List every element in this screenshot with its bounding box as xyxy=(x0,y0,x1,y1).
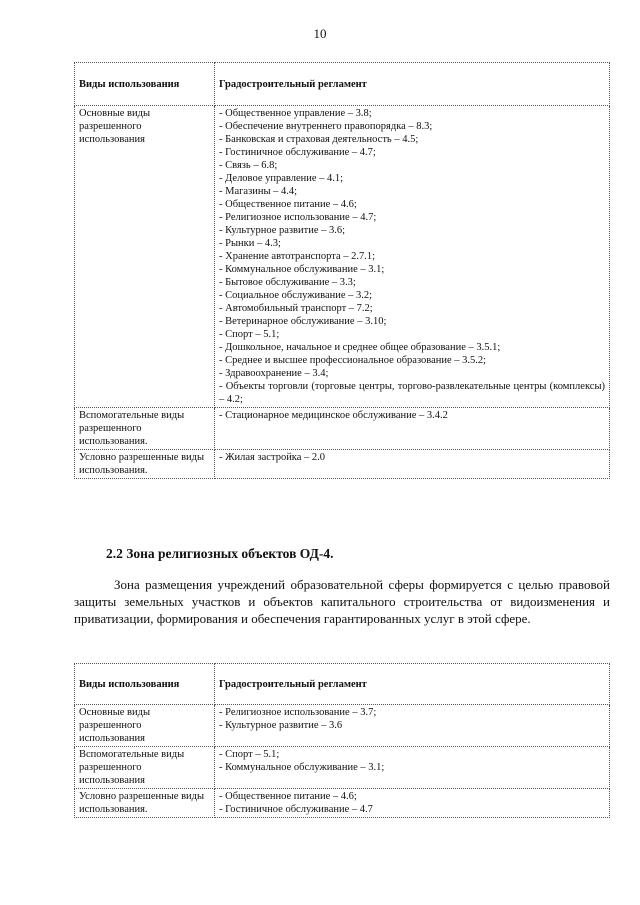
usage-type-cell: Вспомогательные виды разрешенного использования xyxy=(75,747,215,789)
regulation-item: - Спорт – 5.1; xyxy=(219,749,280,760)
table-row xyxy=(75,106,610,408)
section-heading: 2.2 Зона религиозных объектов ОД-4. xyxy=(106,546,334,561)
regulation-item: - Ветеринарное обслуживание – 3.10; xyxy=(219,316,387,327)
regulation-item: - Общественное питание – 4.6; xyxy=(219,199,357,210)
page-number: 10 xyxy=(313,26,327,41)
section-paragraph: Зона размещения учреждений образовательной сферы формируется с целью правовой защиты земельных участков и объектов капитального строительства от видоизменения и приватизации, формирования и обеспечения гарантированных услуг в этой сфере. xyxy=(74,577,610,626)
regulation-item: - Общественное управление – 3.8; xyxy=(219,108,372,119)
regulation-item: - Здравоохранение – 3.4; xyxy=(219,368,329,379)
regulation-table-1 xyxy=(74,62,610,479)
regulation-item: - Деловое управление – 4.1; xyxy=(219,173,344,184)
header-regulation: Градостроительный регламент xyxy=(215,664,610,705)
regulation-item: - Культурное развитие – 3.6 xyxy=(219,720,343,731)
table-row xyxy=(75,705,610,747)
regulation-item: - Автомобильный транспорт – 7.2; xyxy=(219,303,373,314)
usage-type-cell: Основные виды разрешенного использования xyxy=(75,705,215,747)
regulation-table-2 xyxy=(74,663,610,818)
header-usage-types: Виды использования xyxy=(75,664,215,705)
usage-type-cell: Условно разрешенные виды использования. xyxy=(75,450,215,479)
regulation-items-cell xyxy=(215,705,610,747)
regulation-item: - Гостиничное обслуживание – 4.7 xyxy=(219,804,373,815)
regulation-items-cell xyxy=(215,106,610,408)
usage-type-cell: Условно разрешенные виды использования. xyxy=(75,789,215,818)
header-usage-types: Виды использования xyxy=(75,63,215,106)
regulation-item: - Стационарное медицинское обслуживание – 3.4.2 xyxy=(219,410,448,421)
regulation-items-cell xyxy=(215,789,610,818)
regulation-item: - Объекты торговли (торговые центры, торгово-развлекательные центры (комплексы) – 4.2; xyxy=(219,381,605,405)
table-row xyxy=(75,789,610,818)
regulation-item: - Магазины – 4.4; xyxy=(219,186,298,197)
regulation-item: - Спорт – 5.1; xyxy=(219,329,280,340)
regulation-item: - Жилая застройка – 2.0 xyxy=(219,452,326,463)
table-row xyxy=(75,450,610,479)
table-row xyxy=(75,408,610,450)
regulation-item: - Хранение автотранспорта – 2.7.1; xyxy=(219,251,376,262)
regulation-item: - Коммунальное обслуживание – 3.1; xyxy=(219,264,385,275)
regulation-item: - Рынки – 4.3; xyxy=(219,238,281,249)
regulation-item: - Коммунальное обслуживание – 3.1; xyxy=(219,762,385,773)
regulation-item: - Гостиничное обслуживание – 4.7; xyxy=(219,147,376,158)
regulation-item: - Связь – 6.8; xyxy=(219,160,278,171)
regulation-items-cell xyxy=(215,450,610,479)
regulation-item: - Бытовое обслуживание – 3.3; xyxy=(219,277,356,288)
table-header-row xyxy=(75,63,610,106)
regulation-item: - Банковская и страховая деятельность – 4.5; xyxy=(219,134,419,145)
regulation-item: - Религиозное использование – 4.7; xyxy=(219,212,377,223)
table-body xyxy=(75,106,610,479)
regulation-item: - Религиозное использование – 3.7; xyxy=(219,707,377,718)
table-header-row xyxy=(75,664,610,705)
regulation-item: - Обеспечение внутреннего правопорядка – 8.3; xyxy=(219,121,433,132)
regulation-item: - Общественное питание – 4.6; xyxy=(219,791,357,802)
regulation-items-cell xyxy=(215,747,610,789)
table-body xyxy=(75,705,610,818)
table-row xyxy=(75,747,610,789)
usage-type-cell: Основные виды разрешенного использования xyxy=(75,106,215,408)
regulation-item: - Дошкольное, начальное и среднее общее образование – 3.5.1; xyxy=(219,342,501,353)
regulation-item: - Среднее и высшее профессиональное образование – 3.5.2; xyxy=(219,355,487,366)
regulation-item: - Культурное развитие – 3.6; xyxy=(219,225,346,236)
regulation-items-cell xyxy=(215,408,610,450)
usage-type-cell: Вспомогательные виды разрешенного использования. xyxy=(75,408,215,450)
header-regulation: Градостроительный регламент xyxy=(215,63,610,106)
regulation-item: - Социальное обслуживание – 3.2; xyxy=(219,290,373,301)
